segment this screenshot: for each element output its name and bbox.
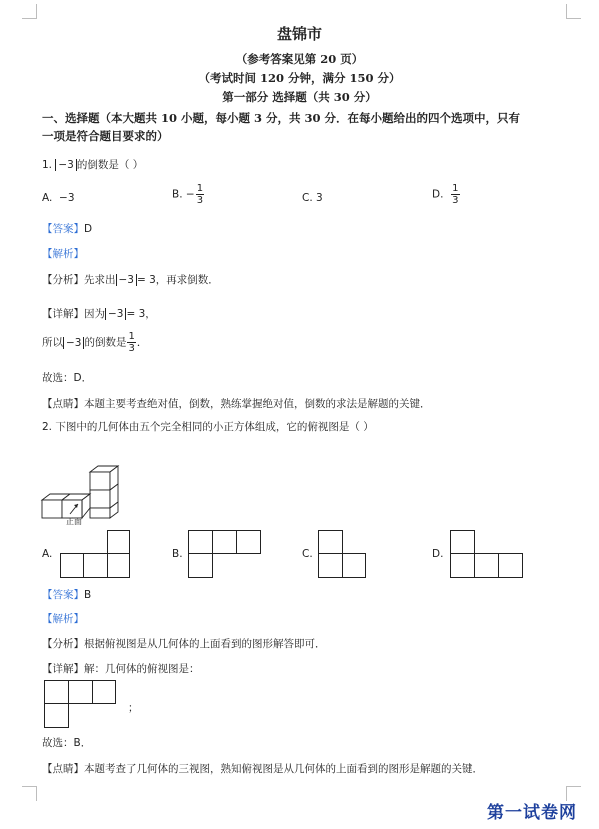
absolute-value-expr: −3 (55, 159, 76, 171)
option-label: D. (432, 188, 444, 201)
option-a (42, 192, 75, 204)
option-value: −3 (59, 192, 75, 204)
part-heading: 第一部分 选择题（共 30 分） (222, 90, 377, 104)
front-view-label: 正面 (66, 517, 82, 526)
option-c-diagram (318, 530, 366, 578)
site-watermark-logo: 第一试卷网 (487, 803, 577, 823)
corner-mark-bottom-left (22, 786, 37, 801)
page-title: 盘锦市 (276, 25, 322, 43)
question-text: 下图中的几何体由五个完全相同的小正方体组成，它的俯视图是（ ） (55, 421, 374, 433)
answer-value: B (84, 589, 92, 601)
option-value: 3 (316, 192, 323, 204)
option-b-diagram (188, 530, 262, 578)
cube-figure (40, 462, 140, 532)
detailed-solution: 【详解】因为 −3 = 3， (42, 308, 156, 320)
exam-info: （考试时间 120 分钟，满分 150 分） (198, 71, 401, 85)
option-label: B. (172, 188, 183, 201)
question-number: 1. (42, 159, 53, 171)
key-point: 【点睛】本题考查了几何体的三视图，熟知俯视图是从几何体的上面看到的图形是解题的关键． (42, 763, 483, 775)
absolute-value-expr: −3 (105, 308, 126, 320)
option-c (302, 192, 323, 204)
option-sign: − (185, 188, 195, 201)
section-heading-line1: 一、选择题（本大题共 10 小题，每小题 3 分，共 30 分．在每小题给出的四个选项中，只有 (42, 111, 521, 125)
xiangjie-tag: 【详解】 (42, 308, 84, 320)
final-choice: 故选：D． (42, 372, 93, 384)
solution-top-view-diagram (44, 680, 116, 728)
fraction: $\frac{1}{3}$ (452, 183, 459, 206)
fraction: $\frac{1}{3}$ (128, 331, 135, 354)
analysis-fenxi: 【分析】根据俯视图是从几何体的上面看到的图形解答即可． (42, 638, 326, 650)
analysis-tag: 【解析】 (42, 613, 84, 625)
corner-mark-top-left (22, 4, 37, 19)
fenxi-tag: 【分析】 (42, 638, 84, 650)
absolute-value-expr: −3 (63, 337, 84, 349)
xiangjie-tag: 【详解】 (42, 663, 84, 675)
answer-tag: 【答案】 (42, 589, 84, 601)
answer-line (42, 587, 91, 602)
option-a-label: A. (42, 548, 53, 560)
answer-tag: 【答案】 (42, 223, 84, 235)
section-heading-line2: 一项是符合题目要求的） (42, 129, 169, 143)
solution-conclusion: 所以 −3 的倒数是 $\frac{1}{3}$ ． (42, 331, 148, 354)
corner-mark-top-right (566, 4, 581, 19)
key-point: 【点睛】本题主要考查绝对值，倒数，熟练掌握绝对值，倒数的求法是解题的关键． (42, 398, 431, 410)
option-b-label: B. (172, 548, 183, 560)
answer-page-note: （参考答案见第 20 页） (235, 52, 364, 66)
option-d-label: D. (432, 548, 444, 560)
dianjing-tag: 【点睛】 (42, 398, 84, 410)
answer-value: D (84, 223, 93, 235)
question-1 (42, 157, 143, 172)
analysis-fenxi: 【分析】先求出 −3 = 3，再求倒数． (42, 274, 219, 286)
diagram-semicolon: ； (128, 702, 139, 714)
fenxi-tag: 【分析】 (42, 274, 84, 286)
option-a-diagram (60, 530, 130, 578)
absolute-value-expr: −3 (116, 274, 137, 286)
option-label: A. (42, 192, 53, 204)
detailed-solution: 【详解】解：几何体的俯视图是： (42, 663, 200, 675)
dianjing-tag: 【点睛】 (42, 763, 84, 775)
question-number: 2. (42, 421, 53, 433)
option-label: C. (302, 192, 313, 204)
option-c-label: C. (302, 548, 313, 560)
question-2 (42, 419, 374, 434)
option-b (172, 183, 205, 206)
analysis-tag: 【解析】 (42, 248, 84, 260)
fraction: $\frac{1}{3}$ (196, 183, 204, 206)
answer-line (42, 221, 92, 236)
question-text: 的倒数是（ ） (76, 159, 144, 171)
option-d (432, 183, 461, 206)
option-d-diagram (450, 530, 523, 578)
final-choice: 故选：B． (42, 737, 92, 749)
